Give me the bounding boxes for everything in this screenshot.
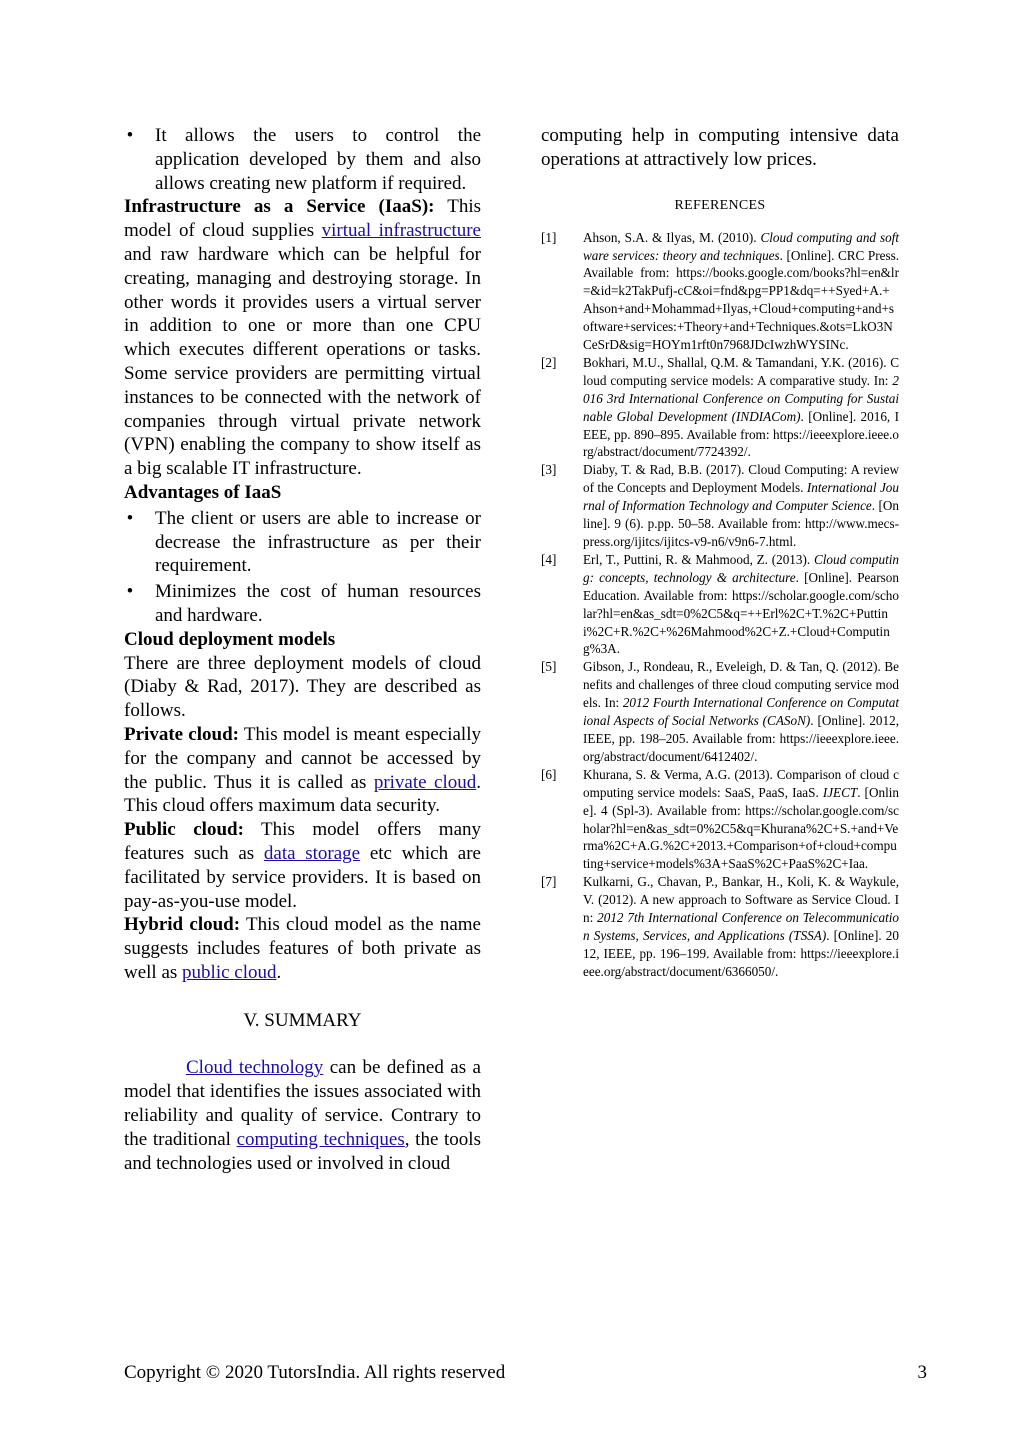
references-title: REFERENCES	[674, 197, 766, 213]
reference-authors: Khurana, S. & Verma, A.G. (2013). Comparison of cloud computing service models: SaaS, PaaS, IaaS.	[583, 766, 899, 800]
private-cloud-link[interactable]: private cloud	[373, 771, 477, 793]
reference-item	[541, 551, 899, 658]
reference-details: . [Online]. 9 (6). p.pp. 50–58. Available from: http://www.mecs-press.org/ijitcs/ijitcs-v9-n6/v9n6-7.html.	[583, 498, 900, 549]
reference-item	[541, 658, 899, 765]
bullet-icon: •	[126, 507, 134, 529]
deployment-heading: Cloud deployment models	[124, 628, 336, 650]
bullet-icon: •	[126, 581, 134, 603]
reference-list	[541, 229, 899, 981]
public-cloud-link[interactable]: public cloud	[182, 961, 277, 983]
computing-techniques-link[interactable]: computing techniques	[236, 1128, 405, 1150]
reference-number: [1]	[541, 229, 557, 245]
public-cloud-paragraph	[124, 818, 481, 913]
reference-details: . [Online]. Pearson Education. Available from: https://scholar.google.com/scholar?hl=en&as_sdt=0%2C5&q=++Erl%2C+T.%2C+Puttini%2C+R.%2C+%26Mahmood%2C+Z.+Cloud+Computing%3A.	[583, 569, 899, 657]
reference-authors: Gibson, J., Rondeau, R., Eveleigh, D. & Tan, Q. (2012). Benefits and challenges of three cloud computing service models. In:	[583, 659, 899, 711]
bullet-text: It allows the users to control the application developed by them and also allows creating new platform if required.	[155, 125, 481, 194]
hybrid-text-1: This cloud model as the name suggests includes features of both private as well as	[124, 914, 481, 983]
page-footer	[124, 1362, 927, 1384]
reference-number: [7]	[541, 874, 557, 890]
reference-authors: Kulkarni, G., Chavan, P., Bankar, H., Koli, K. & Waykule, V. (2012). A new approach to Software as Service Cloud. In:	[583, 874, 899, 926]
right-column	[541, 124, 899, 981]
reference-authors: Bokhari, M.U., Shallal, Q.M. & Tamandani, Y.K. (2016). Cloud computing service models: A comparative study. In:	[583, 354, 899, 388]
reference-number: [4]	[541, 551, 557, 567]
reference-authors: Diaby, T. & Rad, B.B. (2017). Cloud Computing: A review of the Concepts and Deployment Models.	[583, 462, 899, 496]
reference-details: . [Online]. 2016, IEEE, pp. 890–895. Available from: https://ieeexplore.ieee.org/abstract/document/7724392/.	[583, 408, 899, 460]
hybrid-cloud-heading: Hybrid cloud:	[124, 914, 241, 936]
bullet-item	[124, 124, 481, 195]
hybrid-text-2: .	[276, 961, 282, 983]
summary-title: V. SUMMARY	[243, 1009, 362, 1031]
hybrid-cloud-paragraph	[124, 913, 481, 984]
reference-item	[541, 766, 899, 873]
reference-number: [5]	[541, 659, 557, 675]
summary-paragraph	[124, 1056, 481, 1175]
reference-authors: Ahson, S.A. & Ilyas, M. (2010).	[583, 229, 761, 245]
reference-source-title: Cloud computing: concepts, technology & architecture	[583, 551, 900, 585]
bullet-item	[124, 580, 481, 628]
copyright-text: Copyright © 2020 TutorsIndia. All rights reserved	[124, 1362, 506, 1383]
bullet-item	[124, 507, 481, 578]
reference-source-title: 2012 7th International Conference on Telecommunication Systems, Services, and Applications (TSSA)	[583, 910, 900, 943]
bullet-icon: •	[126, 125, 134, 146]
iaas-text-2: and raw hardware which can be helpful for creating, managing and destroying storage. In other words it provides users a virtual server in addition to one or more than one CPU which executes different operations or tasks. Some service providers are permitting virtual instances to be connected with the network of companies through virtual private network (VPN) enabling the company to show itself as a big scalable IT infrastructure.	[124, 243, 481, 480]
private-text-1: This model is meant especially for the company and cannot be accessed by the public. Thus it is called as	[124, 723, 481, 793]
reference-details: . [Online]. 4 (Spl-3). Available from: https://scholar.google.com/scholar?hl=en&as_sdt=0%2C5&q=Khurana%2C+S.+and+Verma%2C+A.G.%2C+2013.+Comparison+of+cloud+computing+service+models%3A+SaaS%2C+PaaS%2C+Iaa.	[583, 784, 899, 872]
reference-item	[541, 873, 899, 980]
left-column	[124, 124, 481, 1175]
continuation-paragraph: computing help in computing intensive data operations at attractively low prices.	[541, 125, 899, 170]
bullet-text: Minimizes the cost of human resources and hardware.	[155, 581, 481, 626]
summary-text-2: , the tools and technologies used or involved in cloud	[124, 1128, 481, 1174]
reference-number: [3]	[541, 462, 557, 478]
private-text-2: . This cloud offers maximum data security.	[124, 771, 481, 817]
reference-item	[541, 354, 899, 461]
virtual-infrastructure-link[interactable]: virtual infrastructure	[321, 220, 481, 242]
iaas-heading: Infrastructure as a Service (IaaS):	[124, 196, 435, 218]
public-text-1: This model offers many features such as	[124, 819, 481, 864]
summary-text-1: can be defined as a model that identifies the issues associated with reliability and quality of service. Contrary to the traditional	[124, 1057, 481, 1150]
bullet-text: The client or users are able to increase or decrease the infrastructure as per their requirement.	[155, 507, 481, 577]
reference-source-title: International Journal of Information Technology and Computer Science	[583, 480, 899, 514]
private-cloud-heading: Private cloud:	[124, 723, 239, 745]
public-cloud-heading: Public cloud:	[124, 819, 244, 841]
reference-item	[541, 229, 899, 354]
reference-source-title: 2016 3rd International Conference on Computing for Sustainable Global Development (INDIACom)	[583, 372, 899, 424]
reference-source-title: 2012 Fourth International Conference on Computational Aspects of Social Networks (CASoN)	[583, 695, 899, 729]
reference-authors: Erl, T., Puttini, R. & Mahmood, Z. (2013).	[583, 551, 814, 567]
iaas-text-1: This model of cloud supplies	[124, 196, 481, 242]
reference-source-title: IJECT	[822, 784, 858, 800]
data-storage-link[interactable]: data storage	[263, 842, 361, 864]
iaas-paragraph	[124, 195, 481, 481]
reference-source-title: Cloud computing and software services: theory and techniques	[583, 229, 899, 263]
public-text-2: etc which are facilitated by service providers. It is based on pay-as-you-use model.	[124, 842, 481, 912]
reference-details: . [Online]. 2012, IEEE, pp. 198–205. Available from: https://ieeexplore.ieee.org/abstract/document/6412402/.	[583, 713, 899, 764]
reference-item	[541, 461, 899, 551]
deployment-paragraph: There are three deployment models of cloud (Diaby & Rad, 2017). They are described as follows.	[124, 652, 481, 722]
private-cloud-paragraph	[124, 723, 481, 818]
cloud-technology-link[interactable]: Cloud technology	[186, 1057, 324, 1079]
advantages-heading: Advantages of IaaS	[124, 481, 282, 503]
reference-number: [6]	[541, 766, 557, 782]
page-number: 3	[917, 1362, 927, 1383]
reference-details: . [Online]. 2012, IEEE, pp. 196–199. Available from: https://ieeexplore.ieee.org/abstract/document/6366050/.	[583, 927, 899, 979]
reference-number: [2]	[541, 354, 557, 370]
reference-details: . [Online]. CRC Press. Available from: https://books.google.com/books?hl=en&lr=&id=k2TakPufj-cC&oi=fnd&pg=PP1&dq=++Syed+A.+Ahson+and+Mohammad+Ilyas,+Cloud+computing+and+software+services:+Theory+and+Techniques.&ots=LkO3NCeSrD&sig=HOYm1rft0n7968JDcIwzhWYSINc.	[583, 247, 900, 353]
